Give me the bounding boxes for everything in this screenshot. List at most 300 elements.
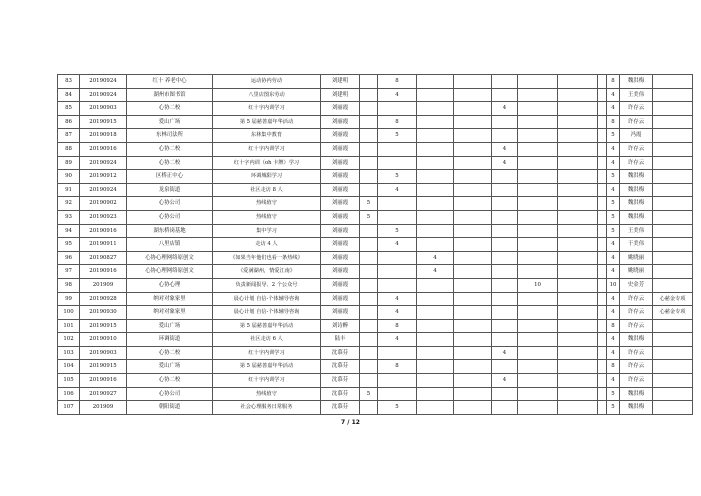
table-body	[58, 75, 693, 415]
table-cell: 99	[58, 292, 80, 306]
table-cell	[417, 306, 454, 320]
table-cell: 刘诗醉	[321, 319, 360, 333]
table-cell	[417, 374, 454, 388]
table-row	[58, 387, 693, 401]
table-cell: 龙泉街道	[127, 183, 213, 197]
table-cell: 朝阳街道	[127, 401, 213, 415]
table-cell	[558, 333, 598, 347]
table-cell: 刘丽霞	[321, 183, 360, 197]
table-cell: 5	[607, 129, 620, 143]
table-cell	[492, 224, 518, 238]
table-cell: 4	[378, 238, 417, 252]
table-row	[58, 115, 693, 129]
table-cell	[492, 210, 518, 224]
table-cell	[598, 360, 607, 374]
table-cell	[598, 102, 607, 116]
table-cell	[454, 360, 492, 374]
table-cell: 5	[360, 197, 378, 211]
table-cell	[653, 360, 693, 374]
table-cell: 105	[58, 374, 80, 388]
table-cell	[492, 75, 518, 89]
table-cell: 红十字内训（oh 卡牌）学习	[213, 156, 321, 170]
table-cell: 20190924	[80, 75, 127, 89]
table-cell: 83	[58, 75, 80, 89]
table-cell	[492, 278, 518, 292]
table-cell	[417, 333, 454, 347]
table-cell	[492, 319, 518, 333]
table-cell	[558, 170, 598, 184]
table-cell	[417, 401, 454, 415]
table-cell: 刘丽霞	[321, 292, 360, 306]
table-row	[58, 319, 693, 333]
table-cell	[417, 129, 454, 143]
table-cell: 许存云	[620, 142, 653, 156]
table-cell: 第 5 届慈善嘉年华活动	[213, 115, 321, 129]
table-cell	[454, 374, 492, 388]
table-cell: 4	[607, 142, 620, 156]
table-cell	[653, 374, 693, 388]
table-row	[58, 197, 693, 211]
table-cell	[417, 115, 454, 129]
table-cell: 心协公司	[127, 210, 213, 224]
table-cell: 魏洪梅	[620, 75, 653, 89]
table-cell: 运动协内劳动	[213, 75, 321, 89]
table-cell: 8	[607, 75, 620, 89]
table-cell	[598, 224, 607, 238]
table-cell: 20190916	[80, 265, 127, 279]
table-cell	[378, 387, 417, 401]
table-cell: 湖东桥岗基地	[127, 224, 213, 238]
table-cell	[492, 129, 518, 143]
table-cell	[598, 319, 607, 333]
table-cell: 20190915	[80, 360, 127, 374]
table-cell	[518, 115, 558, 129]
table-cell	[598, 142, 607, 156]
table-cell	[598, 75, 607, 89]
table-cell	[598, 156, 607, 170]
table-cell: 4	[492, 374, 518, 388]
table-cell: 101	[58, 319, 80, 333]
table-cell: 4	[607, 346, 620, 360]
table-cell	[558, 75, 598, 89]
table-cell	[518, 292, 558, 306]
table-cell	[492, 238, 518, 252]
table-cell	[558, 224, 598, 238]
table-cell: 刘丽霞	[321, 170, 360, 184]
table-cell	[558, 306, 598, 320]
table-cell	[492, 387, 518, 401]
table-cell	[417, 292, 454, 306]
table-cell: 许存云	[620, 292, 653, 306]
table-cell: 98	[58, 278, 80, 292]
table-cell: 社会心理服务日常服务	[213, 401, 321, 415]
table-cell	[518, 156, 558, 170]
table-row	[58, 210, 693, 224]
table-cell: 4	[607, 102, 620, 116]
table-row	[58, 374, 693, 388]
table-cell: 魏洪梅	[620, 183, 653, 197]
table-cell: 魏洪梅	[620, 401, 653, 415]
table-cell: 第 5 届慈善嘉年华活动	[213, 319, 321, 333]
table-cell	[360, 142, 378, 156]
table-row	[58, 170, 693, 184]
table-cell: 4	[607, 333, 620, 347]
table-cell: 4	[378, 333, 417, 347]
table-cell: 第 5 届慈善嘉年华活动	[213, 360, 321, 374]
table-cell	[518, 88, 558, 102]
table-cell	[492, 170, 518, 184]
table-cell	[558, 401, 598, 415]
table-cell: 94	[58, 224, 80, 238]
table-cell: 5	[607, 170, 620, 184]
table-cell: 晨心计划 自信-个体辅导咨询	[213, 306, 321, 320]
table-cell: 《如果当年他们也看一条热线》	[213, 251, 321, 265]
table-cell	[492, 88, 518, 102]
table-cell: 5	[360, 387, 378, 401]
table-cell	[598, 387, 607, 401]
table-cell	[518, 224, 558, 238]
table-cell: 魏洪梅	[620, 210, 653, 224]
table-cell: 86	[58, 115, 80, 129]
table-cell: 8	[607, 319, 620, 333]
table-cell	[518, 251, 558, 265]
table-row	[58, 292, 693, 306]
table-cell: 8	[378, 115, 417, 129]
table-cell: 魏洪梅	[620, 333, 653, 347]
table-cell	[598, 183, 607, 197]
table-cell	[454, 183, 492, 197]
table-row	[58, 88, 693, 102]
table-cell	[378, 142, 417, 156]
table-cell	[454, 156, 492, 170]
table-cell	[653, 210, 693, 224]
table-cell	[653, 387, 693, 401]
table-cell: 刘丽霞	[321, 142, 360, 156]
table-cell	[492, 292, 518, 306]
table-cell: 魏洪梅	[620, 170, 653, 184]
table-row	[58, 156, 693, 170]
table-cell	[360, 360, 378, 374]
table-cell	[492, 333, 518, 347]
table-cell	[598, 197, 607, 211]
table-cell: 10	[607, 278, 620, 292]
table-cell	[492, 115, 518, 129]
table-row	[58, 251, 693, 265]
table-cell	[360, 374, 378, 388]
table-cell: 刘丽霞	[321, 238, 360, 252]
table-cell	[454, 401, 492, 415]
table-cell: 4	[378, 292, 417, 306]
table-cell	[653, 115, 693, 129]
table-cell	[518, 319, 558, 333]
table-cell: 5	[360, 210, 378, 224]
table-cell	[492, 265, 518, 279]
table-cell	[454, 333, 492, 347]
table-cell	[360, 278, 378, 292]
table-cell: 刘丽霞	[321, 102, 360, 116]
table-cell	[378, 346, 417, 360]
table-cell: 纳对对象家里	[127, 306, 213, 320]
table-cell: 晨心计划 自信-个体辅导咨询	[213, 292, 321, 306]
table-cell: 20190918	[80, 129, 127, 143]
table-cell: 湖州市图书馆	[127, 88, 213, 102]
table-cell	[598, 333, 607, 347]
table-cell: 8	[607, 115, 620, 129]
table-cell: 刘丽霞	[321, 156, 360, 170]
table-cell: 心协公司	[127, 197, 213, 211]
table-cell: 5	[378, 170, 417, 184]
table-cell: 93	[58, 210, 80, 224]
table-cell	[653, 238, 693, 252]
table-cell	[518, 387, 558, 401]
table-row	[58, 224, 693, 238]
table-cell: 8	[378, 75, 417, 89]
table-cell: 热线值守	[213, 210, 321, 224]
table-cell: 84	[58, 88, 80, 102]
table-cell	[417, 210, 454, 224]
table-cell	[492, 401, 518, 415]
table-cell	[598, 129, 607, 143]
table-cell: 许存云	[620, 102, 653, 116]
table-cell: 红十 养老中心	[127, 75, 213, 89]
table-cell: 87	[58, 129, 80, 143]
table-cell	[558, 129, 598, 143]
table-cell	[454, 346, 492, 360]
table-cell	[454, 197, 492, 211]
table-cell: 20190924	[80, 156, 127, 170]
table-cell	[518, 333, 558, 347]
table-cell: 心慈金专项	[653, 292, 693, 306]
table-cell	[378, 197, 417, 211]
table-cell: 八里店镇	[127, 238, 213, 252]
table-cell	[360, 401, 378, 415]
table-cell: 201909	[80, 401, 127, 415]
table-cell	[518, 129, 558, 143]
table-cell	[454, 265, 492, 279]
table-cell	[417, 142, 454, 156]
table-cell	[360, 292, 378, 306]
table-cell: 104	[58, 360, 80, 374]
table-cell: 20190927	[80, 387, 127, 401]
table-cell: 91	[58, 183, 80, 197]
table-cell	[653, 319, 693, 333]
table-cell	[417, 183, 454, 197]
table-cell	[454, 306, 492, 320]
table-cell: 社区走访 8 人	[213, 183, 321, 197]
table-cell	[558, 251, 598, 265]
table-cell	[518, 346, 558, 360]
table-cell: 5	[378, 129, 417, 143]
table-row	[58, 401, 693, 415]
table-cell	[360, 102, 378, 116]
table-row	[58, 306, 693, 320]
table-row	[58, 75, 693, 89]
table-cell: 刘丽霞	[321, 115, 360, 129]
table-cell	[417, 156, 454, 170]
table-cell	[360, 156, 378, 170]
table-cell	[378, 278, 417, 292]
table-cell: 4	[492, 142, 518, 156]
table-cell	[598, 306, 607, 320]
table-cell: 100	[58, 306, 80, 320]
table-cell: 20190912	[80, 170, 127, 184]
table-row	[58, 129, 693, 143]
table-cell	[417, 360, 454, 374]
table-cell	[360, 170, 378, 184]
table-cell: 姚晓丽	[620, 265, 653, 279]
table-cell	[378, 265, 417, 279]
table-cell: 201909	[80, 278, 127, 292]
table-cell: 王美伟	[620, 224, 653, 238]
table-cell: 8	[607, 360, 620, 374]
table-cell: 心协二校	[127, 346, 213, 360]
table-cell	[360, 224, 378, 238]
table-cell: 集中学习	[213, 224, 321, 238]
table-cell: 96	[58, 251, 80, 265]
table-cell: 心协二校	[127, 156, 213, 170]
table-cell: 5	[607, 224, 620, 238]
table-cell: 88	[58, 142, 80, 156]
table-cell	[417, 346, 454, 360]
table-cell	[518, 374, 558, 388]
table-cell	[454, 75, 492, 89]
table-cell	[378, 156, 417, 170]
table-cell	[558, 374, 598, 388]
table-cell	[598, 278, 607, 292]
table-cell	[653, 278, 693, 292]
table-cell: 红十字内训学习	[213, 102, 321, 116]
table-cell	[454, 224, 492, 238]
table-cell	[558, 197, 598, 211]
table-cell	[454, 129, 492, 143]
table-row	[58, 333, 693, 347]
table-cell	[518, 306, 558, 320]
table-cell: 4	[492, 156, 518, 170]
table-cell: 20190915	[80, 319, 127, 333]
table-cell	[417, 278, 454, 292]
table-cell	[518, 142, 558, 156]
table-cell: 4	[417, 265, 454, 279]
table-row	[58, 102, 693, 116]
table-cell	[653, 224, 693, 238]
table-cell: 4	[492, 346, 518, 360]
table-cell	[378, 251, 417, 265]
table-cell	[598, 238, 607, 252]
table-cell: 90	[58, 170, 80, 184]
table-cell	[518, 360, 558, 374]
table-cell	[598, 292, 607, 306]
table-cell: 刘建明	[321, 75, 360, 89]
table-cell: 4	[378, 183, 417, 197]
table-cell: 负责新闻报导、2 个公众号	[213, 278, 321, 292]
table-cell: 8	[378, 319, 417, 333]
table-cell: 20190903	[80, 346, 127, 360]
table-cell: 106	[58, 387, 80, 401]
table-cell	[653, 346, 693, 360]
table-cell: 刘丽霞	[321, 129, 360, 143]
table-cell: 4	[492, 102, 518, 116]
table-row	[58, 142, 693, 156]
table-cell	[518, 170, 558, 184]
table-cell	[518, 183, 558, 197]
table-cell: 区桥正中心	[127, 170, 213, 184]
table-cell	[360, 346, 378, 360]
table-cell: 心协心理网络原创文	[127, 251, 213, 265]
table-cell: 红十字内训学习	[213, 346, 321, 360]
table-row	[58, 238, 693, 252]
table-cell	[454, 102, 492, 116]
table-cell	[360, 306, 378, 320]
table-cell: 4	[607, 265, 620, 279]
table-cell	[417, 197, 454, 211]
table-cell: 刘丽霞	[321, 210, 360, 224]
table-cell	[653, 251, 693, 265]
table-cell	[653, 102, 693, 116]
table-cell	[653, 170, 693, 184]
table-cell: 干美伟	[620, 238, 653, 252]
table-cell: 刘丽霞	[321, 306, 360, 320]
table-cell: 心慈金专项	[653, 306, 693, 320]
table-cell	[378, 374, 417, 388]
table-cell: 20190924	[80, 183, 127, 197]
table-cell: 20190916	[80, 224, 127, 238]
table-cell	[454, 292, 492, 306]
table-cell: 20190923	[80, 210, 127, 224]
table-cell	[360, 183, 378, 197]
table-cell: 4	[607, 306, 620, 320]
table-cell	[653, 333, 693, 347]
table-cell	[417, 387, 454, 401]
table-cell: 心协二校	[127, 102, 213, 116]
table-cell	[518, 210, 558, 224]
table-cell	[653, 129, 693, 143]
table-cell	[653, 142, 693, 156]
table-cell: 《爱满湖州，情爱江南》	[213, 265, 321, 279]
table-cell	[598, 401, 607, 415]
table-cell	[454, 319, 492, 333]
table-cell: 5	[378, 224, 417, 238]
table-cell: 20190916	[80, 374, 127, 388]
table-cell: 许存云	[620, 360, 653, 374]
table-cell	[558, 102, 598, 116]
table-cell	[598, 210, 607, 224]
table-cell: 20190827	[80, 251, 127, 265]
table-cell	[454, 210, 492, 224]
table-cell: 八里店图东劳动	[213, 88, 321, 102]
table-cell: 8	[378, 360, 417, 374]
table-cell	[417, 238, 454, 252]
table-cell	[558, 360, 598, 374]
table-cell: 许存云	[620, 319, 653, 333]
table-cell: 热线值守	[213, 197, 321, 211]
table-cell: 4	[607, 238, 620, 252]
table-cell	[360, 115, 378, 129]
table-cell: 东林司法所	[127, 129, 213, 143]
table-cell	[417, 75, 454, 89]
table-cell: 沈慕芬	[321, 360, 360, 374]
table-cell	[378, 102, 417, 116]
table-cell: 许存云	[620, 115, 653, 129]
table-cell	[558, 292, 598, 306]
table-cell: 姚晓丽	[620, 251, 653, 265]
table-cell: 20190930	[80, 306, 127, 320]
table-cell	[598, 346, 607, 360]
table-cell	[598, 88, 607, 102]
table-cell: 103	[58, 346, 80, 360]
table-cell: 心协二校	[127, 142, 213, 156]
table-cell	[653, 156, 693, 170]
table-cell: 沈慕芬	[321, 374, 360, 388]
